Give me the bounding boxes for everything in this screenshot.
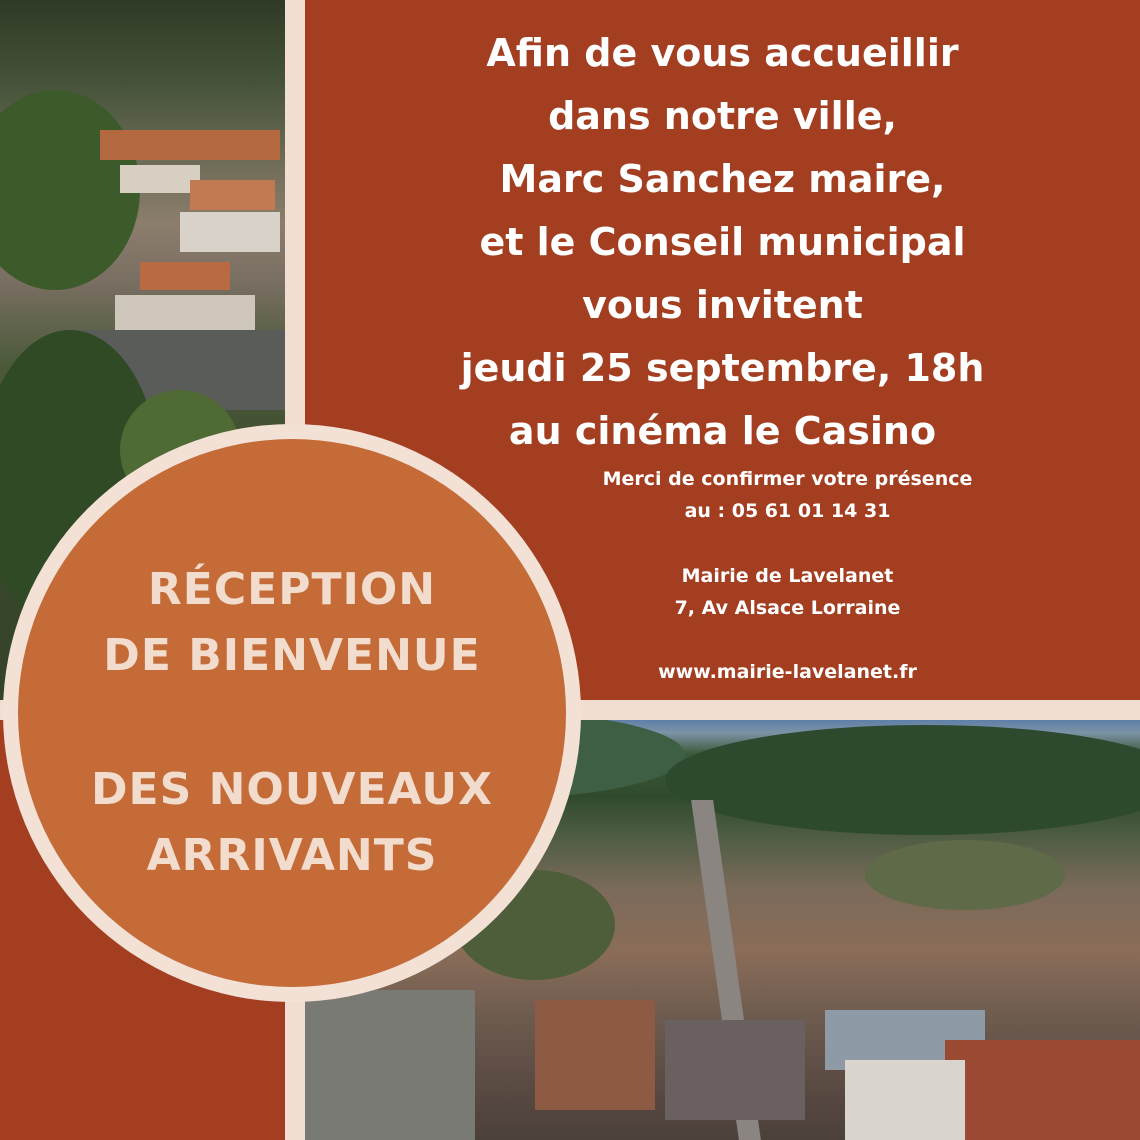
invitation-text bbox=[305, 0, 1140, 463]
invitation-line: et le Conseil municipal bbox=[479, 220, 966, 264]
rsvp-text: Merci de confirmer votre présence bbox=[602, 468, 973, 490]
circle-title-line: DES NOUVEAUX bbox=[90, 764, 493, 815]
address-street: 7, Av Alsace Lorraine bbox=[674, 597, 901, 619]
invitation-line: Afin de vous accueillir bbox=[486, 31, 959, 75]
website-link[interactable]: www.mairie-lavelanet.fr bbox=[658, 661, 917, 683]
invitation-line: jeudi 25 septembre, 18h bbox=[460, 346, 985, 390]
invitation-line: dans notre ville, bbox=[548, 94, 897, 138]
invitation-line: au cinéma le Casino bbox=[508, 409, 937, 453]
invitation-line: vous invitent bbox=[582, 283, 863, 327]
address-name: Mairie de Lavelanet bbox=[681, 565, 894, 587]
circle-title-line: ARRIVANTS bbox=[146, 830, 438, 881]
rsvp-phone: au : 05 61 01 14 31 bbox=[684, 500, 891, 522]
circle-title-line: DE BIENVENUE bbox=[103, 630, 481, 681]
invitation-line: Marc Sanchez maire, bbox=[499, 157, 946, 201]
circle-title-line: RÉCEPTION bbox=[147, 564, 437, 615]
welcome-circle bbox=[18, 439, 566, 987]
